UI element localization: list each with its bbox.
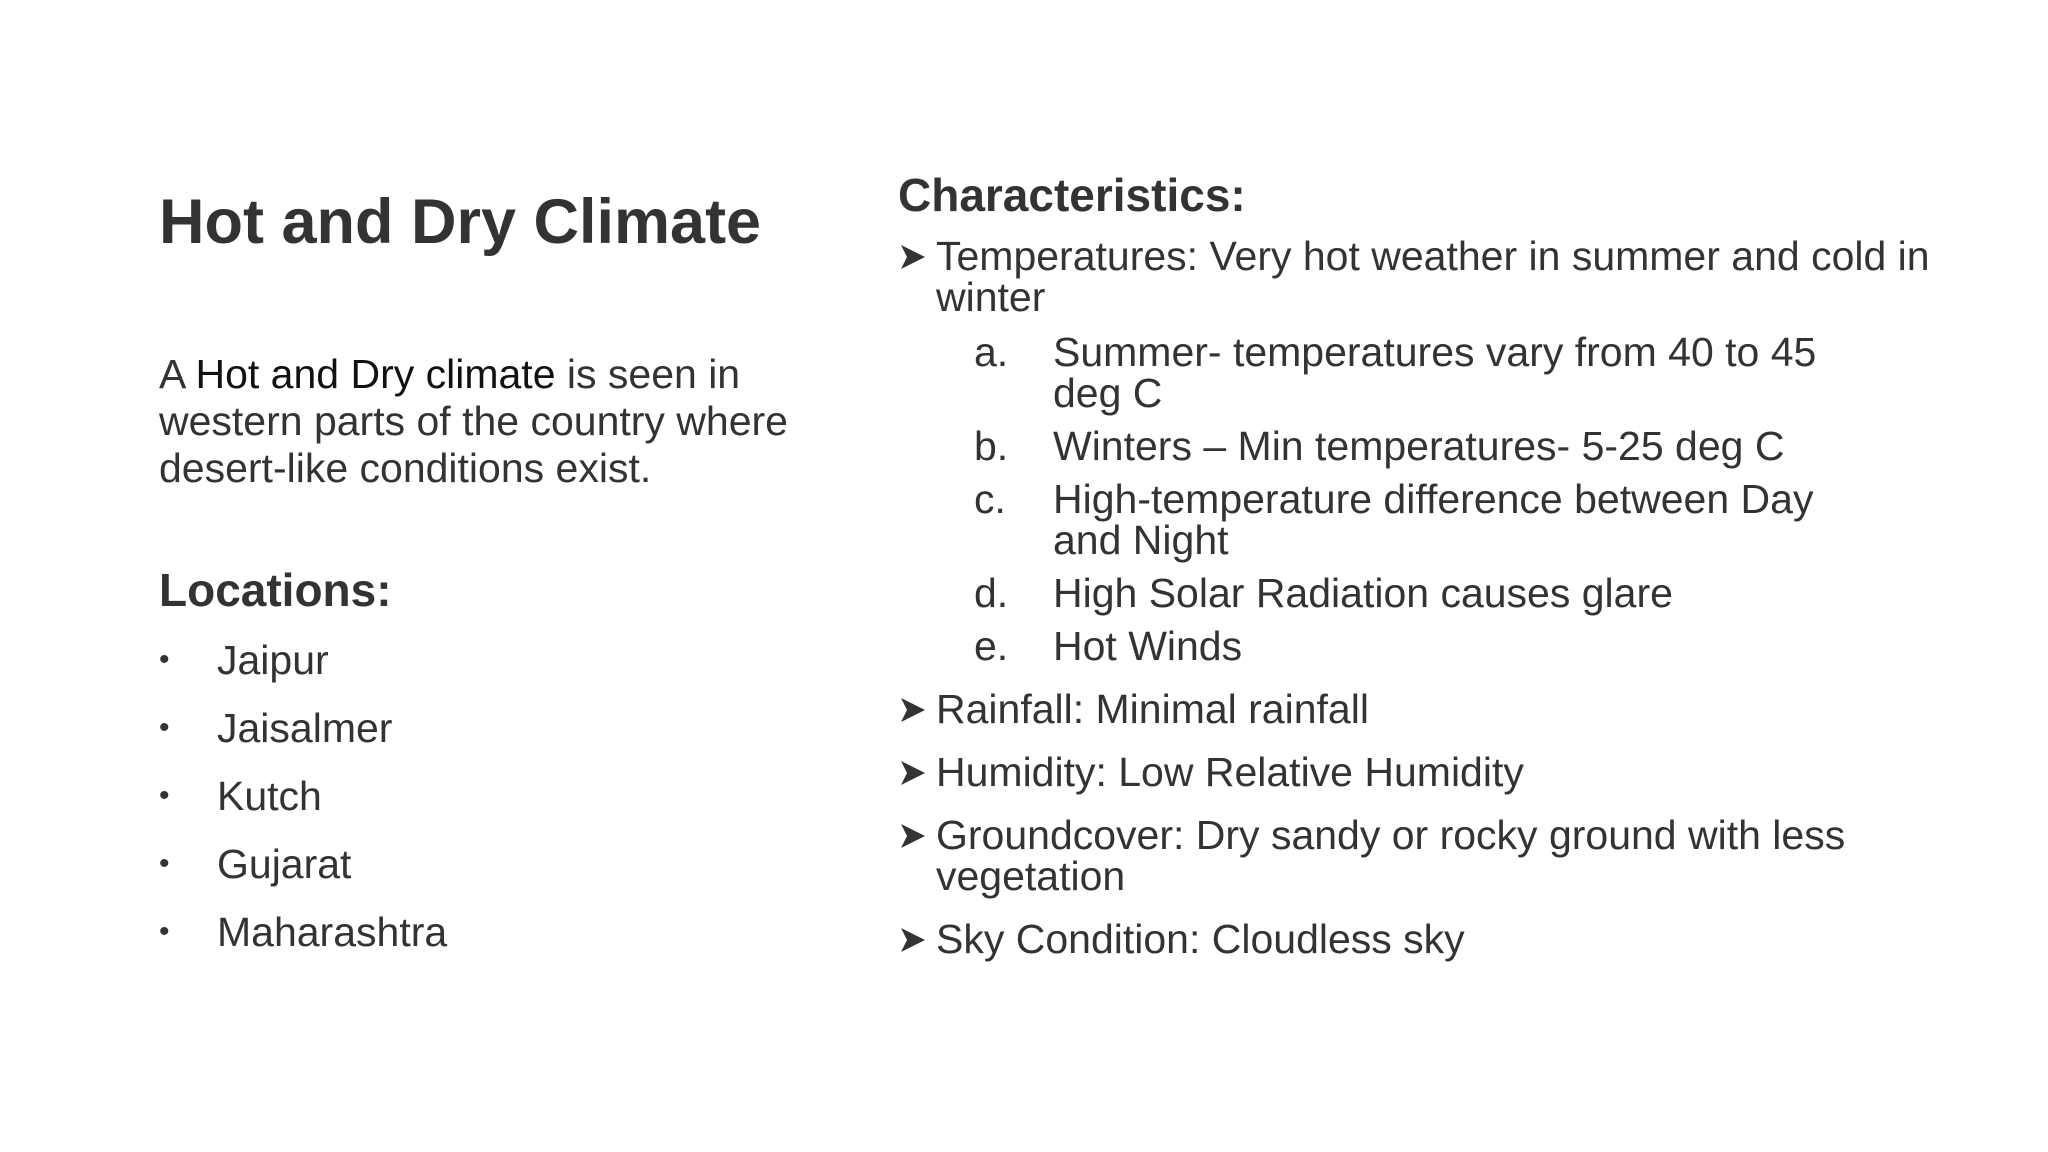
- sub-item-text: High Solar Radiation causes glare: [1053, 570, 1673, 616]
- intro-prefix: A: [159, 351, 196, 397]
- location-label: Kutch: [217, 773, 322, 819]
- bullet-icon: •: [159, 711, 170, 744]
- bullet-icon: •: [159, 915, 170, 948]
- sub-item-letter: a.: [974, 329, 1009, 375]
- characteristic-item-groundcover: [898, 812, 1998, 899]
- bullet-icon: •: [159, 779, 170, 812]
- bullet-icon: •: [159, 643, 170, 676]
- locations-heading-colon: :: [376, 564, 392, 616]
- sub-item-text: Hot Winds: [1053, 623, 1243, 669]
- characteristic-item-rainfall: [898, 686, 1998, 732]
- slide-title: Hot and Dry Climate: [159, 187, 762, 257]
- intro-paragraph: [159, 351, 799, 492]
- characteristic-item-temperatures: [898, 233, 1998, 669]
- characteristics-list: [898, 233, 1998, 982]
- location-label: Maharashtra: [217, 909, 448, 955]
- sub-item-letter: e.: [974, 623, 1009, 669]
- characteristic-text: Rainfall: Minimal rainfall: [936, 686, 1369, 732]
- location-label: Gujarat: [217, 841, 352, 887]
- intro-highlight: Hot and Dry climate: [195, 351, 556, 397]
- arrow-bullet-icon: [898, 925, 928, 955]
- arrow-bullet-icon: [898, 242, 928, 272]
- sub-item-text: High-temperature difference between Day and Night: [1053, 476, 1814, 563]
- sub-item-letter: b.: [974, 423, 1009, 469]
- sub-item: [936, 623, 1873, 669]
- sub-item-text: Summer- temperatures vary from 40 to 45 deg C: [1053, 329, 1817, 416]
- sub-item-letter: c.: [974, 476, 1006, 522]
- characteristic-text: Sky Condition: Cloudless sky: [936, 916, 1465, 962]
- sub-item: [936, 329, 1873, 416]
- arrow-bullet-icon: [898, 821, 928, 851]
- intro-suffix: is seen in western parts of the country where desert-like conditions exist.: [159, 351, 788, 491]
- temperature-sub-list: [936, 329, 1998, 669]
- sub-item: [936, 570, 1873, 616]
- sub-item: [936, 476, 1873, 563]
- characteristic-item-humidity: [898, 749, 1998, 795]
- characteristics-heading-colon: :: [1230, 169, 1246, 221]
- characteristic-text: Temperatures: Very hot weather in summer and cold in winter: [936, 233, 1930, 320]
- characteristic-text: Groundcover: Dry sandy or rocky ground with less vegetation: [936, 812, 1846, 899]
- arrow-bullet-icon: [898, 695, 928, 725]
- sub-item-text: Winters – Min temperatures- 5-25 deg C: [1053, 423, 1785, 469]
- locations-heading: [159, 563, 392, 617]
- characteristic-item-sky-condition: [898, 916, 1998, 962]
- bullet-icon: •: [159, 847, 170, 880]
- characteristics-heading: [898, 168, 1246, 222]
- sub-item-letter: d.: [974, 570, 1009, 616]
- location-label: Jaipur: [217, 637, 329, 683]
- locations-heading-text: Locations: [159, 564, 377, 616]
- arrow-bullet-icon: [898, 758, 928, 788]
- location-label: Jaisalmer: [217, 705, 393, 751]
- sub-item: [936, 423, 1873, 469]
- characteristic-text: Humidity: Low Relative Humidity: [936, 749, 1524, 795]
- characteristics-heading-text: Characteristics: [898, 169, 1231, 221]
